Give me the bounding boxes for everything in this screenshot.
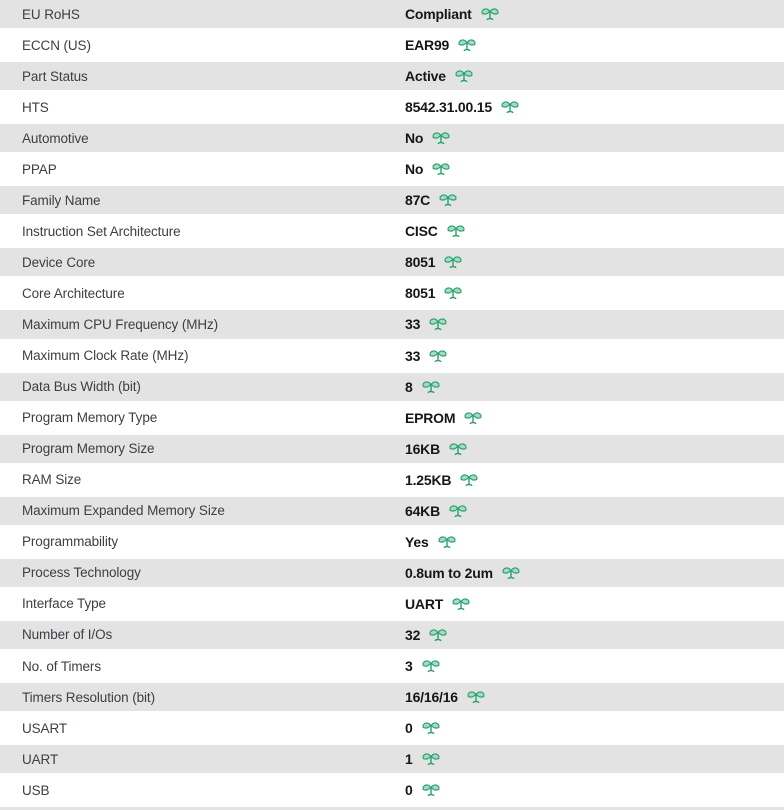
leaf-icon	[458, 37, 476, 52]
leaf-icon	[444, 254, 462, 269]
leaf-icon	[439, 192, 457, 207]
attribute-value	[405, 99, 784, 115]
attribute-value-text: 32	[405, 626, 421, 643]
table-row	[0, 62, 784, 93]
attribute-value-text: 16/16/16	[405, 689, 458, 706]
attribute-label: Family Name	[22, 192, 101, 208]
attribute-label: Maximum Expanded Memory Size	[22, 503, 225, 519]
attribute-value	[405, 751, 784, 767]
table-row	[0, 714, 784, 745]
attribute-value	[405, 627, 784, 643]
leaf-icon	[460, 472, 478, 487]
attribute-label: RAM Size	[22, 472, 82, 488]
attribute-value	[405, 503, 784, 519]
table-row	[0, 248, 784, 279]
leaf-icon	[432, 161, 450, 176]
attribute-value	[405, 348, 784, 364]
table-row	[0, 652, 784, 683]
attribute-value	[405, 689, 784, 705]
attribute-value	[405, 782, 784, 798]
attribute-value	[405, 596, 784, 612]
attribute-label: Automotive	[22, 130, 89, 146]
attribute-label: Programmability	[22, 534, 119, 550]
table-row	[0, 279, 784, 310]
attribute-value-text: 8	[405, 378, 413, 395]
attribute-value-text: EAR99	[405, 37, 450, 54]
leaf-icon	[432, 130, 450, 145]
table-row	[0, 217, 784, 248]
attribute-value-text: 0	[405, 782, 413, 799]
attribute-value-text: 0.8um to 2um	[405, 564, 493, 581]
attribute-value	[405, 68, 784, 84]
attribute-label: USART	[22, 720, 68, 736]
table-row	[0, 186, 784, 217]
attribute-label: HTS	[22, 99, 49, 115]
attribute-value-text: Compliant	[405, 6, 472, 23]
leaf-icon	[422, 658, 440, 673]
attribute-label: Number of I/Os	[22, 627, 113, 643]
attribute-value	[405, 254, 784, 270]
attribute-label: Device Core	[22, 254, 96, 270]
attribute-value	[405, 6, 784, 22]
attribute-value-text: No	[405, 161, 424, 178]
attribute-label: USB	[22, 782, 50, 798]
leaf-icon	[449, 441, 467, 456]
leaf-icon	[429, 627, 447, 642]
table-row	[0, 31, 784, 62]
attribute-value	[405, 379, 784, 395]
table-row	[0, 404, 784, 435]
attribute-label: Timers Resolution (bit)	[22, 689, 155, 705]
attribute-label: UART	[22, 751, 59, 767]
table-row	[0, 155, 784, 186]
leaf-icon	[422, 720, 440, 735]
attribute-value-text: 64KB	[405, 502, 440, 519]
attribute-value-text: 3	[405, 658, 413, 674]
attribute-value	[405, 720, 784, 736]
attribute-label: EU RoHS	[22, 6, 80, 22]
attribute-label: Program Memory Type	[22, 410, 158, 426]
table-row	[0, 776, 784, 807]
leaf-icon	[422, 751, 440, 766]
attribute-value-text: 1	[405, 751, 413, 768]
table-row	[0, 559, 784, 590]
attribute-value-text: 8051	[405, 254, 436, 271]
leaf-icon	[447, 223, 465, 238]
attribute-value	[405, 316, 784, 332]
attribute-value	[405, 472, 784, 488]
attribute-value-text: 16KB	[405, 440, 440, 457]
leaf-icon	[481, 6, 499, 21]
leaf-icon	[422, 379, 440, 394]
attribute-label: PPAP	[22, 161, 57, 177]
attribute-value	[405, 223, 784, 239]
attribute-value	[405, 658, 784, 674]
attribute-label: Maximum Clock Rate (MHz)	[22, 348, 189, 364]
leaf-icon	[429, 316, 447, 331]
attribute-value-text: 87C	[405, 192, 431, 209]
attribute-value-text: Active	[405, 68, 446, 85]
table-row	[0, 124, 784, 155]
table-row	[0, 373, 784, 404]
leaf-icon	[467, 689, 485, 704]
table-row	[0, 466, 784, 497]
attribute-label: Interface Type	[22, 596, 106, 612]
table-row	[0, 590, 784, 621]
attribute-value-text: 33	[405, 347, 421, 364]
attribute-value-text: UART	[405, 595, 444, 612]
attribute-label: Instruction Set Architecture	[22, 223, 181, 239]
attribute-value-text: CISC	[405, 223, 438, 240]
attribute-label: Core Architecture	[22, 285, 125, 301]
attribute-value	[405, 285, 784, 301]
attribute-value	[405, 192, 784, 208]
attribute-value	[405, 410, 784, 426]
attribute-value-text: Yes	[405, 533, 429, 550]
leaf-icon	[422, 782, 440, 797]
attribute-value-text: 1.25KB	[405, 471, 452, 488]
leaf-icon	[449, 503, 467, 518]
table-row	[0, 621, 784, 652]
leaf-icon	[502, 565, 520, 580]
attribute-value	[405, 130, 784, 146]
table-row	[0, 310, 784, 341]
attribute-value-text: EPROM	[405, 409, 456, 426]
table-row	[0, 745, 784, 776]
leaf-icon	[452, 596, 470, 611]
attribute-value	[405, 534, 784, 550]
table-row	[0, 342, 784, 373]
table-row	[0, 435, 784, 466]
attribute-value-text: 8051	[405, 285, 436, 302]
attribute-label: ECCN (US)	[22, 37, 91, 53]
attribute-label: Maximum CPU Frequency (MHz)	[22, 316, 219, 332]
table-row	[0, 683, 784, 714]
attribute-value	[405, 161, 784, 177]
leaf-icon	[501, 99, 519, 114]
leaf-icon	[464, 410, 482, 425]
attribute-value	[405, 565, 784, 581]
attribute-label: Process Technology	[22, 565, 141, 581]
table-row	[0, 0, 784, 31]
attribute-label: Part Status	[22, 68, 88, 84]
attribute-value	[405, 441, 784, 457]
table-row	[0, 93, 784, 124]
attribute-value-text: 33	[405, 316, 421, 333]
leaf-icon	[455, 68, 473, 83]
attribute-label: Data Bus Width (bit)	[22, 379, 141, 395]
leaf-icon	[429, 348, 447, 363]
leaf-icon	[444, 285, 462, 300]
attribute-label: No. of Timers	[22, 658, 101, 674]
attribute-label: Program Memory Size	[22, 441, 155, 457]
table-row	[0, 528, 784, 559]
attribute-value-text: No	[405, 130, 424, 147]
leaf-icon	[438, 534, 456, 549]
table-row	[0, 497, 784, 528]
attribute-value-text: 0	[405, 720, 413, 737]
attribute-value	[405, 37, 784, 53]
attribute-value-text: 8542.31.00.15	[405, 99, 492, 116]
